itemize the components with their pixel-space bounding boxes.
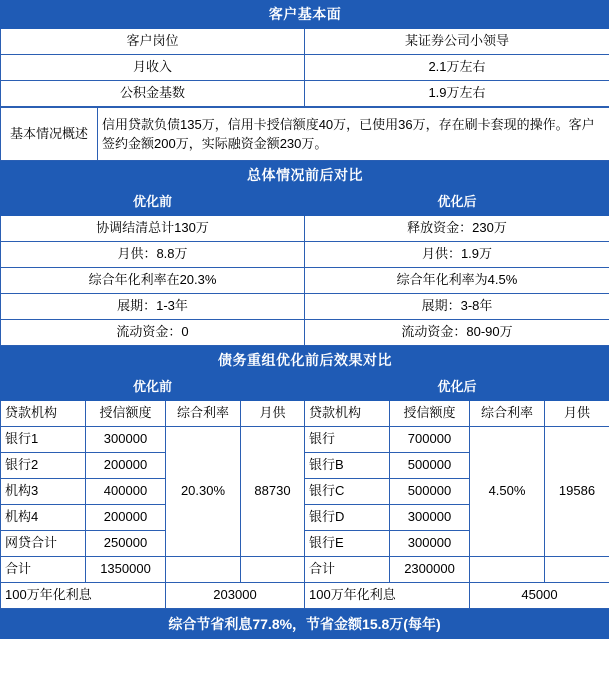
section-summary [0,107,609,161]
before-org-2: 银行2 [1,453,86,479]
after-amount-1: 700000 [390,427,470,453]
before-monthly-payment: 月供：8.8万 [1,242,305,268]
after-interest-value: 45000 [470,583,609,609]
row-value-position: 某证券公司小领导 [305,29,609,55]
section1-title-row [1,1,609,29]
table-row [1,320,609,346]
after-monthly-value: 19586 [545,427,609,557]
col-before-amount: 授信额度 [86,401,166,427]
section2-title: 总体情况前后对比 [1,162,609,190]
section2-title-row [1,162,609,190]
after-amount-4: 300000 [390,505,470,531]
col-after-org: 贷款机构 [305,401,390,427]
col-before-org: 贷款机构 [1,401,86,427]
col-before-monthly: 月供 [241,401,305,427]
after-monthly-blank [545,557,609,583]
before-org-5: 网贷合计 [1,531,86,557]
before-amount-2: 200000 [86,453,166,479]
after-amount-total: 2300000 [390,557,470,583]
row-value-fund-base: 1.9万左右 [305,81,609,107]
after-interest-label: 100万年化利息 [305,583,470,609]
after-amount-5: 300000 [390,531,470,557]
before-org-total: 合计 [1,557,86,583]
after-released-funds: 释放资金：230万 [305,216,609,242]
before-amount-4: 200000 [86,505,166,531]
row-label-income: 月收入 [1,55,305,81]
row-label-fund-base: 公积金基数 [1,81,305,107]
table-row [1,294,609,320]
after-org-4: 银行D [305,505,390,531]
table-row [1,55,609,81]
before-monthly-blank [241,557,305,583]
section-overall-comparison [0,161,609,346]
before-org-4: 机构4 [1,505,86,531]
summary-text: 信用贷款负债135万，信用卡授信额度40万，已使用36万，存在刷卡套现的操作。客户签约金额200万，实际融资金额230万。 [98,108,609,161]
before-amount-total: 1350000 [86,557,166,583]
before-interest-label: 100万年化利息 [1,583,166,609]
section3-title: 债务重组优化前后效果对比 [1,347,609,375]
after-org-2: 银行B [305,453,390,479]
before-amount-3: 400000 [86,479,166,505]
after-monthly-payment: 月供：1.9万 [305,242,609,268]
section3-title-row [1,347,609,375]
section3-columns-row [1,401,609,427]
table-row [1,427,609,453]
after-rate-value: 4.50% [470,427,545,557]
section-debt-restructure [0,346,609,609]
section-customer-profile [0,0,609,107]
before-amount-1: 300000 [86,427,166,453]
table-row-interest [1,583,609,609]
section3-head-after: 优化后 [305,375,609,401]
before-org-3: 机构3 [1,479,86,505]
after-amount-3: 500000 [390,479,470,505]
after-org-total: 合计 [305,557,390,583]
section2-head-before: 优化前 [1,190,305,216]
before-interest-value: 203000 [166,583,305,609]
after-org-1: 银行 [305,427,390,453]
section2-head-row [1,190,609,216]
before-org-1: 银行1 [1,427,86,453]
col-after-amount: 授信额度 [390,401,470,427]
row-label-position: 客户岗位 [1,29,305,55]
footer-summary: 综合节省利息77.8%，节省金额15.8万(每年) [0,609,609,639]
table-row [1,81,609,107]
table-row-total [1,557,609,583]
table-row [1,216,609,242]
section3-head-row [1,375,609,401]
row-value-income: 2.1万左右 [305,55,609,81]
after-annual-rate: 综合年化利率为4.5% [305,268,609,294]
table-row [1,242,609,268]
table-row [1,29,609,55]
col-after-rate: 综合利率 [470,401,545,427]
after-org-3: 银行C [305,479,390,505]
after-working-capital: 流动资金：80-90万 [305,320,609,346]
section3-head-before: 优化前 [1,375,305,401]
col-before-rate: 综合利率 [166,401,241,427]
col-after-monthly: 月供 [545,401,609,427]
before-working-capital: 流动资金：0 [1,320,305,346]
before-rate-blank [166,557,241,583]
table-row [1,268,609,294]
section1-title: 客户基本面 [1,1,609,29]
before-monthly-value: 88730 [241,427,305,557]
summary-row [1,108,609,161]
after-term: 展期：3-8年 [305,294,609,320]
after-org-5: 银行E [305,531,390,557]
before-rate-value: 20.30% [166,427,241,557]
summary-label: 基本情况概述 [1,108,98,161]
after-amount-2: 500000 [390,453,470,479]
after-rate-blank [470,557,545,583]
before-amount-5: 250000 [86,531,166,557]
section2-head-after: 优化后 [305,190,609,216]
before-term: 展期：1-3年 [1,294,305,320]
before-annual-rate: 综合年化利率在20.3% [1,268,305,294]
before-total-settlement: 协调结清总计130万 [1,216,305,242]
